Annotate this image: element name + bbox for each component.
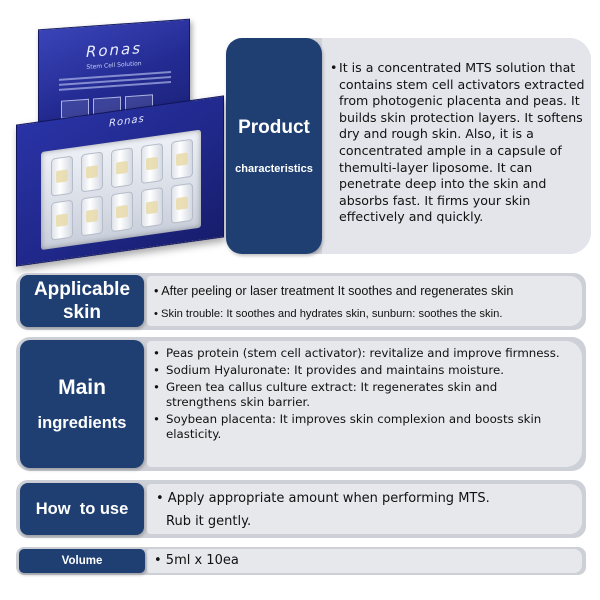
vial xyxy=(171,139,193,180)
vial xyxy=(51,156,73,197)
vial xyxy=(81,195,103,236)
tray-brand-logo: Ronas xyxy=(109,113,145,130)
main-ingredients-label xyxy=(20,340,144,468)
ingredient-text: Soybean placenta: It improves skin complexion and boosts skin elasticity. xyxy=(166,412,542,441)
bullet-icon: • xyxy=(153,412,160,426)
product-characteristics-text xyxy=(330,60,592,226)
main-ingredients-label-line2: ingredients xyxy=(37,413,127,432)
product-label-sub: characteristics xyxy=(235,163,313,175)
applicable-skin-item: • Skin trouble: It soothes and hydrates skin, sunburn: soothes the skin. xyxy=(154,308,503,320)
vial xyxy=(111,191,133,232)
lid-brand-logo: Ronas xyxy=(85,39,143,61)
ingredient-text: Peas protein (stem cell activator): revitalize and improve firmness. xyxy=(166,346,560,360)
product-box-image xyxy=(16,24,226,250)
ingredient-text: Sodium Hyaluronate: It provides and maintains moisture. xyxy=(166,363,504,377)
product-characteristics-label xyxy=(226,38,322,254)
bullet-icon: • xyxy=(153,346,160,360)
ingredient-item xyxy=(153,363,563,378)
vial-insert xyxy=(41,130,201,250)
product-characteristics-body: It is a concentrated MTS solution that contains stem cell activators extracted from photogenic placenta and peas. It builds skin protection layers. It softens dry and rough skin. Also, it is a concentrated ample in a capsule of themulti-layer liposome. It can penetrate deep into the skin and absorbs fast. It firms your skin effectively and quickly. xyxy=(339,60,585,225)
vial xyxy=(141,187,163,228)
main-ingredients-list xyxy=(153,346,563,444)
box-tray xyxy=(16,95,224,266)
applicable-skin-label-line2: skin xyxy=(62,302,102,323)
vial xyxy=(81,151,103,192)
ingredient-text: Green tea callus culture extract: It regenerates skin and strengthens skin barrier. xyxy=(166,380,498,409)
volume-value: • 5ml x 10ea xyxy=(154,553,239,568)
vial xyxy=(171,183,193,224)
applicable-skin-label-line1: Applicable xyxy=(33,279,131,300)
vial xyxy=(141,143,163,184)
ingredient-item xyxy=(153,380,563,410)
bullet-icon: • xyxy=(330,60,338,75)
applicable-skin-label xyxy=(20,275,144,327)
ingredient-item xyxy=(153,412,563,442)
how-to-use-line: Rub it gently. xyxy=(166,514,252,529)
how-to-use-label-text: How to use xyxy=(35,499,129,518)
lid-text-lines xyxy=(59,71,171,94)
volume-label xyxy=(19,549,145,573)
applicable-skin-item: • After peeling or laser treatment It soothes and regenerates skin xyxy=(154,284,514,298)
lid-subtitle: Stem Cell Solution xyxy=(86,60,142,71)
ingredient-item xyxy=(153,346,563,361)
bullet-icon: • xyxy=(153,380,160,394)
bullet-icon: • xyxy=(153,363,160,377)
volume-label-text: Volume xyxy=(61,555,103,567)
product-label-main: Product xyxy=(238,117,310,138)
vial xyxy=(111,147,133,188)
how-to-use-label xyxy=(20,483,144,535)
main-ingredients-label-line1: Main xyxy=(58,375,106,399)
how-to-use-line: • Apply appropriate amount when performing MTS. xyxy=(156,491,490,506)
vial xyxy=(51,200,73,241)
